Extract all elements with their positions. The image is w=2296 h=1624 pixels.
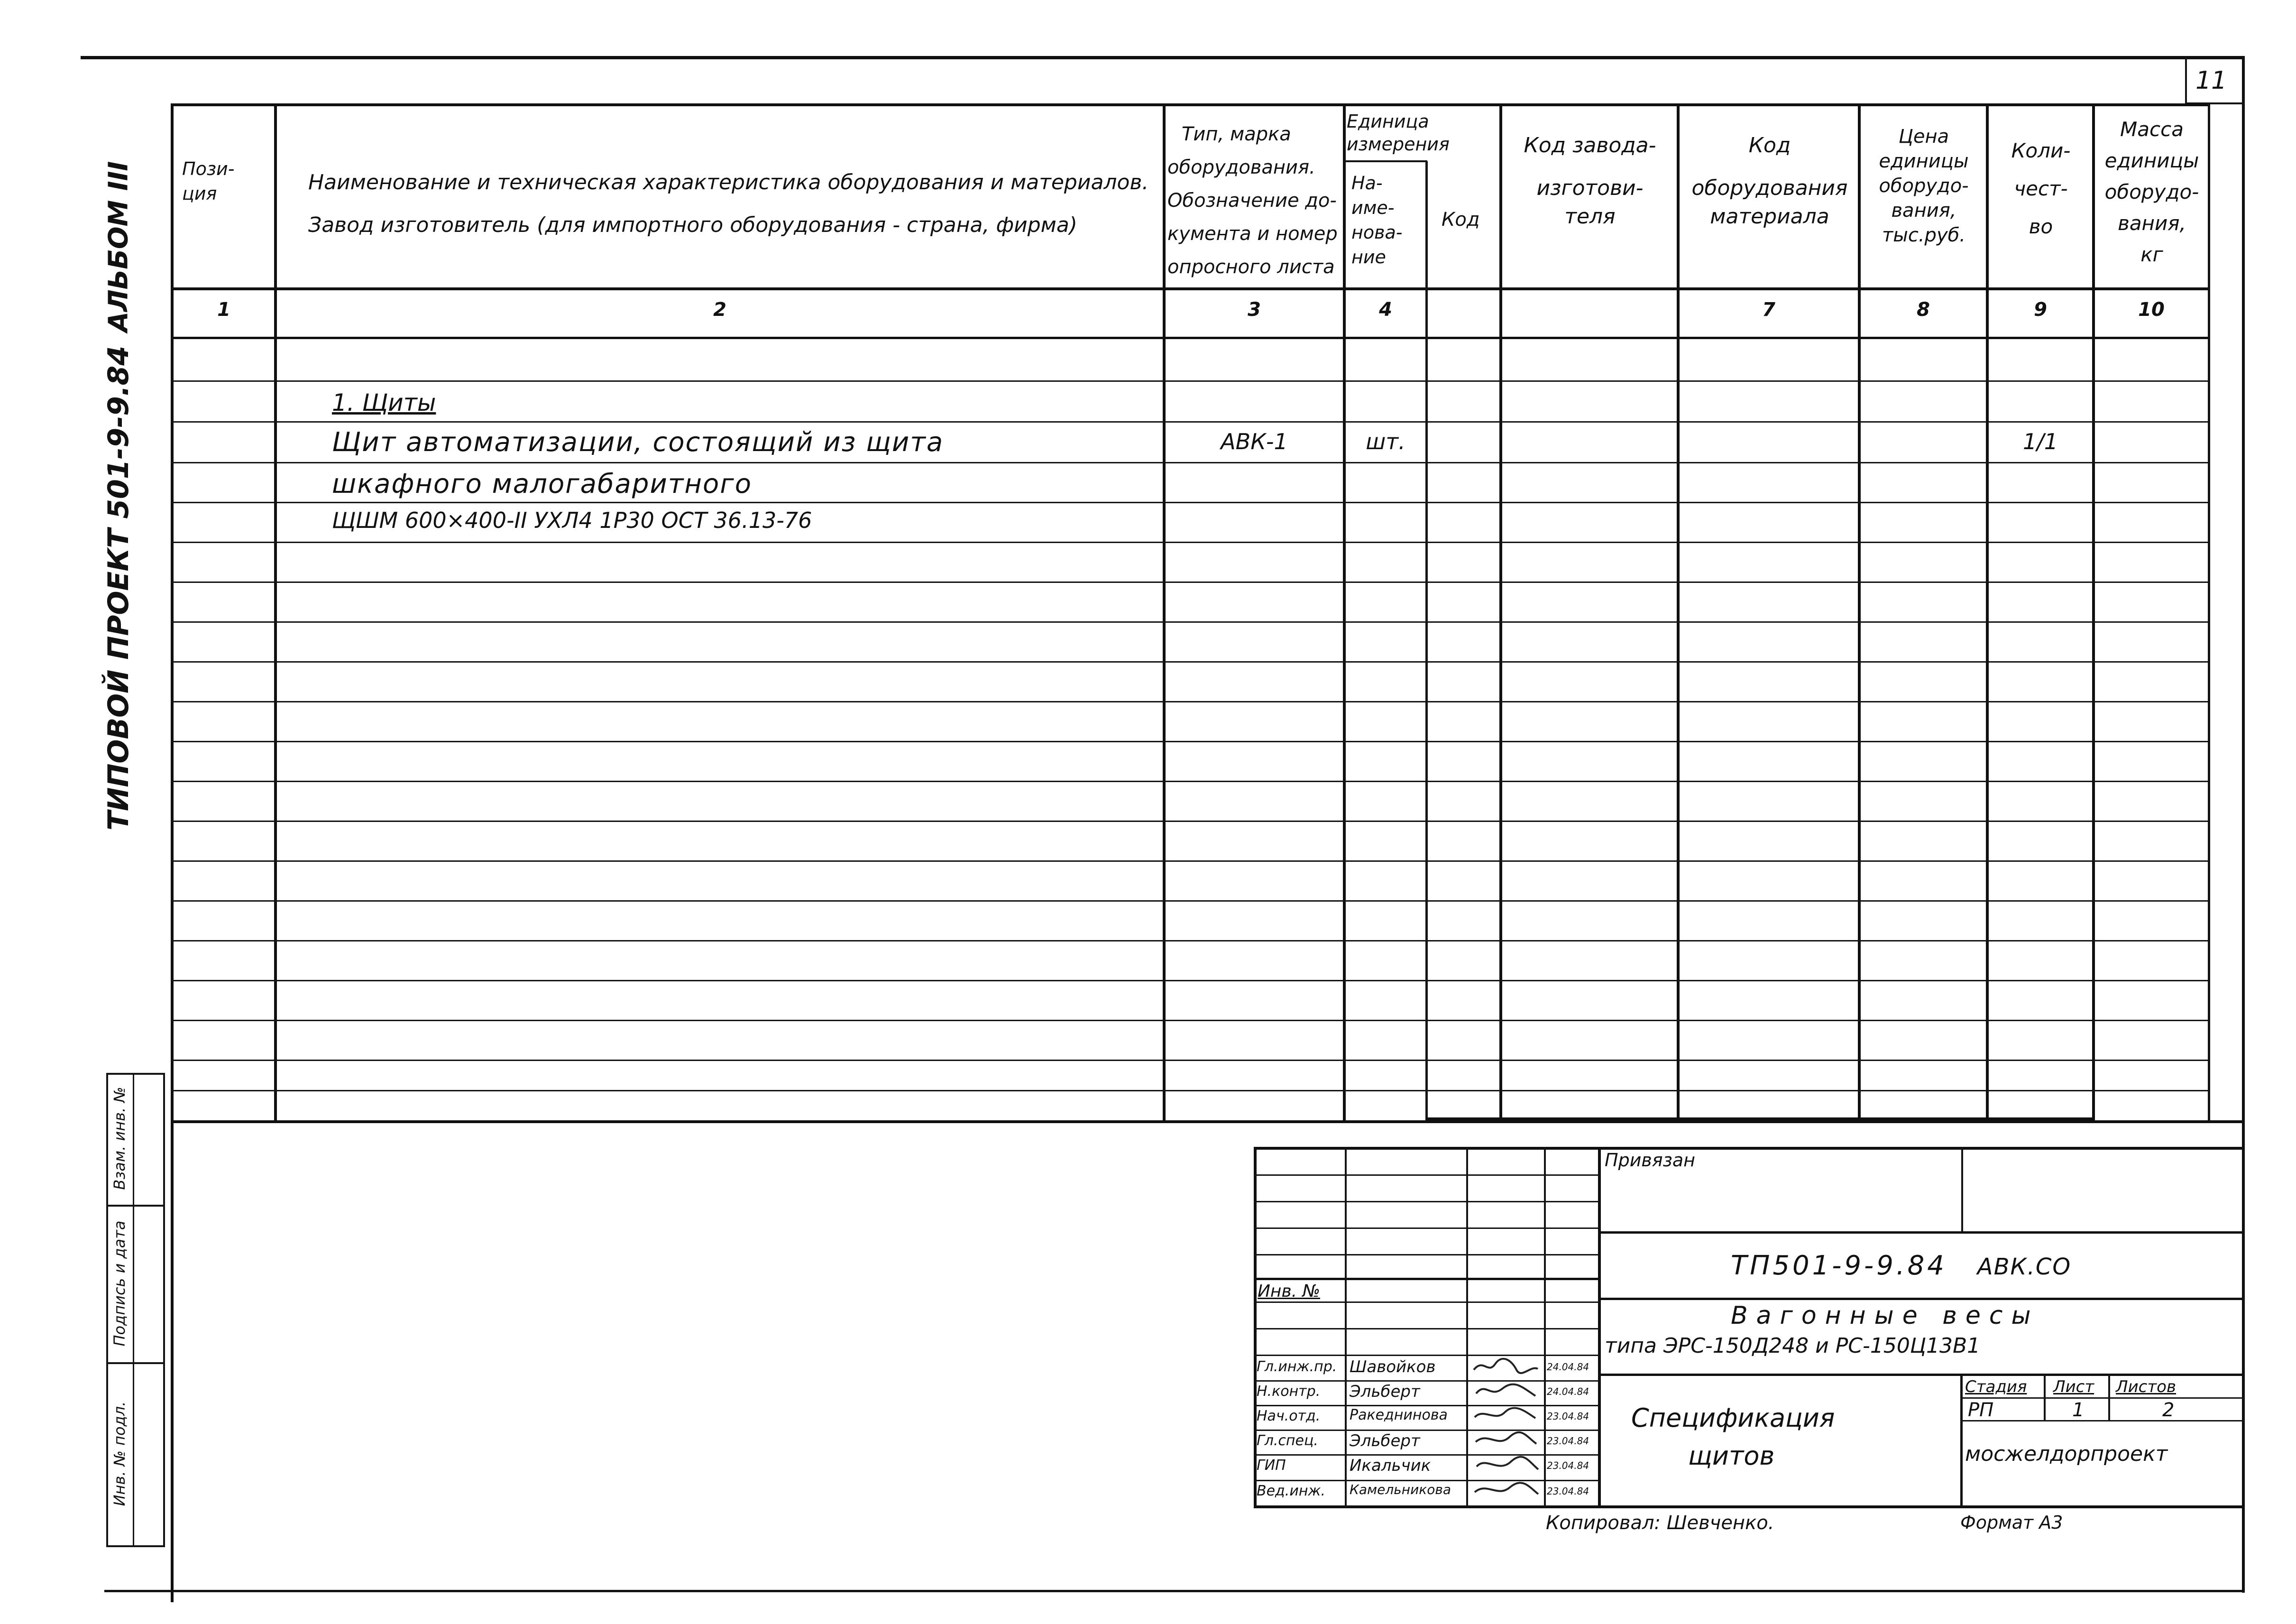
staff-name: Эльберт [1350, 1431, 1420, 1450]
tb-h [1254, 1201, 1600, 1202]
tb-stage-v2 [2108, 1374, 2110, 1421]
unit-group-split [1343, 160, 1427, 162]
header-equipment-code: Код оборудования материала [1691, 133, 1848, 229]
tb-stage-h-sheets: Листов [2116, 1377, 2177, 1396]
staff-date: 23.04.84 [1547, 1486, 1589, 1497]
left-stamp-inv: Инв. № подл. [110, 1401, 129, 1506]
tb-h [1254, 1227, 1600, 1229]
tb-r-v2 [1960, 1374, 1963, 1508]
right-border [2242, 56, 2245, 1593]
tb-h [1254, 1380, 1600, 1382]
row-4-name: ЩШМ 600×400-II УХЛ4 1Р30 ОСТ 36.13-76 [332, 508, 812, 533]
tb-h [1254, 1174, 1600, 1176]
tb-stage-v1 [2044, 1374, 2046, 1421]
tb-object-line1: Вагонные весы [1731, 1301, 2039, 1330]
tb-r-h1 [1600, 1231, 2245, 1234]
left-stamp-bottom [106, 1545, 165, 1547]
tb-h [1254, 1480, 1600, 1481]
tb-stage-value: РП [1968, 1399, 1994, 1421]
staff-date: 23.04.84 [1547, 1411, 1589, 1422]
col-line-6 [1677, 103, 1680, 1122]
tb-bottom [1254, 1505, 2245, 1508]
colnum-10: 10 [2138, 299, 2165, 321]
colnum-7: 7 [1762, 299, 1775, 321]
row-2-type: АВК-1 [1221, 429, 1288, 454]
tb-h [1254, 1254, 1600, 1255]
tb-top [1254, 1147, 2245, 1150]
row-line [171, 701, 2210, 702]
staff-date: 23.04.84 [1547, 1435, 1589, 1447]
row-line [171, 860, 2210, 862]
tb-r-h3 [1600, 1374, 2245, 1376]
left-stamp-replace: Взам. инв. № [110, 1087, 129, 1190]
row-line [171, 1060, 2210, 1061]
row-2-qty: 1/1 [2022, 429, 2058, 454]
staff-role: Нач.отд. [1257, 1408, 1321, 1424]
tb-sheets-value: 2 [2162, 1399, 2175, 1421]
staff-name: Икальчик [1350, 1456, 1431, 1475]
tb-organization: мосжелдорпроект [1965, 1442, 2168, 1466]
row-line [171, 1020, 2210, 1021]
row-line [171, 421, 2210, 423]
row-line [171, 821, 2210, 822]
colnum-1: 1 [217, 299, 230, 321]
col-line-4b [1425, 161, 1428, 1122]
col-line-7 [1858, 103, 1861, 1122]
staff-role: Вед.инж. [1257, 1483, 1325, 1499]
staff-role: ГИП [1257, 1457, 1286, 1474]
header-unit-name: На- име- нова- ние [1351, 173, 1403, 268]
left-stamp-right [163, 1073, 165, 1547]
tb-h [1254, 1454, 1600, 1456]
bottom-border [104, 1590, 2245, 1592]
left-stamp-top [106, 1073, 165, 1075]
tb-object-line2: типа ЭРС-150Д248 и РС-150Ц13В1 [1605, 1334, 1981, 1358]
tb-h [1254, 1328, 1600, 1329]
table-top [171, 103, 2210, 106]
signatures-drawing [1469, 1356, 1543, 1505]
left-stamp-left [106, 1073, 108, 1547]
tb-r-v1 [1961, 1147, 1963, 1232]
staff-date: 24.04.84 [1547, 1386, 1589, 1397]
staff-date: 23.04.84 [1547, 1460, 1589, 1471]
row-line [171, 781, 2210, 782]
row-line [171, 380, 2210, 382]
row-2-name: Щит автоматизации, состоящий из щита [332, 427, 944, 458]
tb-h [1254, 1301, 1600, 1303]
row-line [171, 581, 2210, 583]
header-price: Цена единицы оборудо- вания, тыс.руб. [1879, 126, 1969, 246]
header-quantity: Коли- чест- во [2011, 139, 2071, 238]
row-1-name: 1. Щиты [332, 389, 436, 416]
colnum-3: 3 [1248, 299, 1261, 321]
staff-name: Камельникова [1350, 1482, 1451, 1497]
row-line [171, 661, 2210, 663]
col-line-3 [1163, 103, 1166, 1122]
tb-inv-no: Инв. № [1258, 1282, 1321, 1301]
left-stamp-div2 [106, 1362, 165, 1364]
colnum-2: 2 [713, 299, 726, 321]
header-mass: Масса единицы оборудо- вания, кг [2104, 118, 2199, 266]
row-line [171, 980, 2210, 981]
sheet-number-box-left [2185, 56, 2187, 103]
staff-date: 24.04.84 [1547, 1361, 1589, 1373]
table-header-bottom [171, 287, 2210, 290]
header-position: Пози- ция [182, 158, 235, 204]
header-manufacturer-code: Код завода- изготови- теля [1524, 133, 1656, 229]
staff-name: Шавойков [1350, 1357, 1436, 1376]
row-line [171, 1090, 2210, 1091]
row-3-name: шкафного малогабаритного [332, 469, 752, 499]
left-stamp-inner [133, 1073, 134, 1547]
tb-format: Формат А3 [1960, 1512, 2063, 1533]
tb-sheet-value: 1 [2072, 1399, 2085, 1421]
box-bottom [1425, 1117, 2095, 1121]
colnum-9: 9 [2034, 299, 2047, 321]
row-line [171, 900, 2210, 902]
project-label: ТИПОВОЙ ПРОЕКТ 501-9-9.84 [102, 345, 135, 831]
album-label: АЛЬБОМ III [103, 161, 134, 332]
colnum-8: 8 [1917, 299, 1930, 321]
row-line [171, 462, 2210, 463]
left-stamp-div1 [106, 1205, 165, 1207]
left-stamp-sign: Подпись и дата [110, 1220, 129, 1347]
col-line-5 [1499, 103, 1502, 1122]
tb-h [1254, 1405, 1600, 1406]
tb-doc-title: Спецификация щитов [1631, 1403, 1835, 1471]
staff-role: Н.контр. [1257, 1383, 1321, 1400]
top-border [81, 56, 2243, 59]
row-line [171, 502, 2210, 503]
colnum-4: 4 [1379, 299, 1392, 321]
tb-r-h2 [1600, 1298, 2245, 1300]
tb-stage-h-stage: Стадия [1965, 1377, 2027, 1396]
col-line-4 [1343, 103, 1346, 1122]
tb-privyazan: Привязан [1605, 1150, 1695, 1171]
header-unit-code: Код [1442, 209, 1480, 231]
sheet-number: 11 [2195, 66, 2227, 95]
table-left [171, 103, 174, 1602]
row-line [171, 741, 2210, 742]
tb-stage-h1 [1960, 1397, 2245, 1399]
row-line [171, 542, 2210, 543]
staff-name: Ракеднинова [1350, 1407, 1448, 1423]
tb-code: ТП501-9-9.84 АВК.СО [1731, 1250, 2072, 1281]
tb-stage-h2 [1960, 1420, 2245, 1421]
tb-copied-by: Копировал: Шевченко. [1546, 1512, 1774, 1534]
row-line [171, 940, 2210, 941]
header-name: Наименование и техническая характеристика оборудования и материалов. Завод изготовитель (для импортного оборудования - страна, фирма) [308, 170, 1149, 237]
header-type: Тип, марка оборудования. Обозначение до- кумента и номер опросного листа [1167, 123, 1338, 278]
staff-name: Эльберт [1350, 1382, 1420, 1401]
row-2-unit: шт. [1366, 429, 1405, 454]
staff-role: Гл.спец. [1257, 1432, 1318, 1449]
header-unit-group: Единица измерения [1347, 111, 1450, 155]
col-line-2 [274, 103, 277, 1122]
col-line-8 [1986, 103, 1989, 1122]
table-colnum-bottom [171, 337, 2210, 339]
staff-role: Гл.инж.пр. [1257, 1358, 1337, 1375]
tb-h [1254, 1430, 1600, 1431]
tb-h [1254, 1355, 1600, 1356]
row-line [171, 621, 2210, 623]
tb-h [1254, 1278, 1600, 1280]
tb-stage-h-sheet: Лист [2053, 1377, 2094, 1396]
